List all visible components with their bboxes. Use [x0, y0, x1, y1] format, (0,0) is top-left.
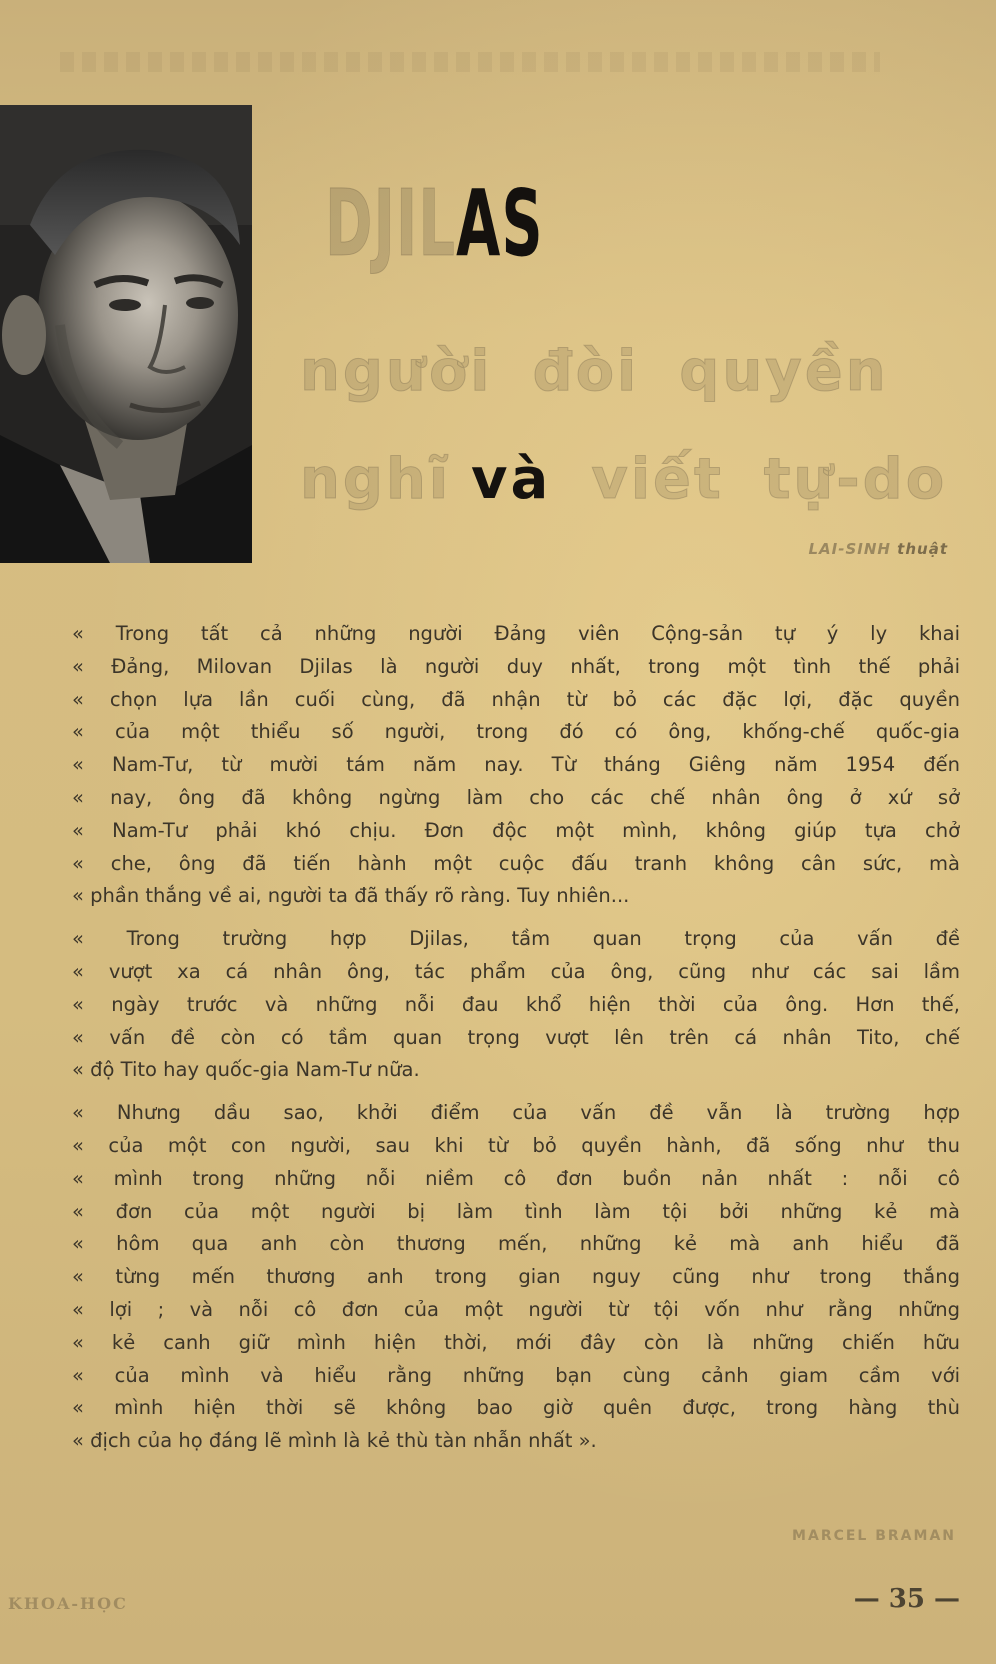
- text-line: « Đảng, Milovan Djilas là người duy nhất, trong một tình thế phải: [72, 654, 960, 678]
- subtitle-word: người: [300, 339, 493, 404]
- text-line: « hôm qua anh còn thương mến, những kẻ mà anh hiểu đã: [72, 1232, 960, 1256]
- title-faded-part: DJIL: [325, 170, 457, 277]
- faint-bleedthrough-text: [60, 52, 880, 72]
- text-line: « Nam-Tư phải khó chịu. Đơn độc một mình, không giúp tựa chở: [72, 818, 960, 842]
- paragraph-2: [72, 923, 960, 1087]
- text-line: « từng mến thương anh trong gian nguy cũng như trong thắng: [72, 1265, 960, 1289]
- text-line: « lợi ; và nỗi cô đơn của một người từ tội vốn như rằng những: [72, 1297, 960, 1321]
- article-body: [72, 618, 960, 1468]
- magazine-name: KHOA-HỌC: [8, 1594, 128, 1613]
- subtitle-word: đòi: [532, 339, 640, 404]
- text-line: « kẻ canh giữ mình hiện thời, mới đây còn là những chiến hữu: [72, 1330, 960, 1354]
- article-title: [325, 168, 544, 280]
- portrait-photo: [0, 105, 252, 563]
- paragraph-3: [72, 1097, 960, 1458]
- text-line: « của mình và hiểu rằng những bạn cùng cảnh giam cầm với: [72, 1363, 960, 1387]
- text-line: « độ Tito hay quốc-gia Nam-Tư nữa.: [72, 1058, 420, 1082]
- text-line: « đơn của một người bị làm tình làm tội bởi những kẻ mà: [72, 1199, 960, 1223]
- text-line: « địch của họ đáng lẽ mình là kẻ thù tàn nhẫn nhất ».: [72, 1429, 597, 1453]
- paragraph-1: [72, 618, 960, 913]
- text-line: « của một con người, sau khi từ bỏ quyền hành, đã sống như thu: [72, 1133, 960, 1157]
- text-line: « vượt xa cá nhân ông, tác phẩm của ông, cũng như các sai lầm: [72, 959, 960, 983]
- subtitle-line-2: [300, 448, 947, 512]
- text-line: « mình trong những nỗi niềm cô đơn buồn nản nhất : nỗi cô: [72, 1166, 960, 1190]
- byline-suffix: thuật: [897, 540, 948, 558]
- text-line: « của một thiểu số người, trong đó có ông, khống-chế quốc-gia: [72, 720, 960, 744]
- byline: [808, 540, 948, 558]
- subtitle-word: viết: [591, 447, 724, 512]
- text-line: « Nam-Tư, từ mười tám năm nay. Từ tháng Giêng năm 1954 đến: [72, 753, 960, 777]
- subtitle-word-va: và: [471, 447, 552, 512]
- quote-source-signature: MARCEL BRAMAN: [792, 1528, 956, 1544]
- text-line: « nay, ông đã không ngừng làm cho các chế nhân ông ở xứ sở: [72, 785, 960, 809]
- text-line: « chọn lựa lần cuối cùng, đã nhận từ bỏ các đặc lợi, đặc quyền: [72, 687, 960, 711]
- text-line: « vấn đề còn có tầm quan trọng vượt lên trên cá nhân Tito, chế: [72, 1025, 960, 1049]
- subtitle-word: nghĩ: [300, 447, 452, 512]
- subtitle-word: quyền: [679, 339, 889, 404]
- text-line: « Nhưng dầu sao, khởi điểm của vấn đề vẫn là trường hợp: [72, 1101, 960, 1125]
- text-line: « ngày trước và những nỗi đau khổ hiện thời của ông. Hơn thế,: [72, 992, 960, 1016]
- page-number: — 35 —: [853, 1584, 960, 1614]
- text-line: « Trong tất cả những người Đảng viên Cộng-sản tự ý ly khai: [72, 622, 960, 645]
- title-strong-part: AS: [456, 170, 544, 277]
- text-line: « Trong trường hợp Djilas, tầm quan trọng của vấn đề: [72, 927, 960, 951]
- text-line: « che, ông đã tiến hành một cuộc đấu tranh không cân sức, mà: [72, 851, 960, 875]
- subtitle-word: tự-do: [763, 447, 948, 512]
- byline-author: LAI-SINH: [808, 540, 891, 558]
- subtitle-line-1: [300, 340, 889, 404]
- text-line: « mình hiện thời sẽ không bao giờ quên được, trong hàng thù: [72, 1396, 960, 1420]
- text-line: « phần thắng về ai, người ta đã thấy rõ ràng. Tuy nhiên...: [72, 884, 630, 908]
